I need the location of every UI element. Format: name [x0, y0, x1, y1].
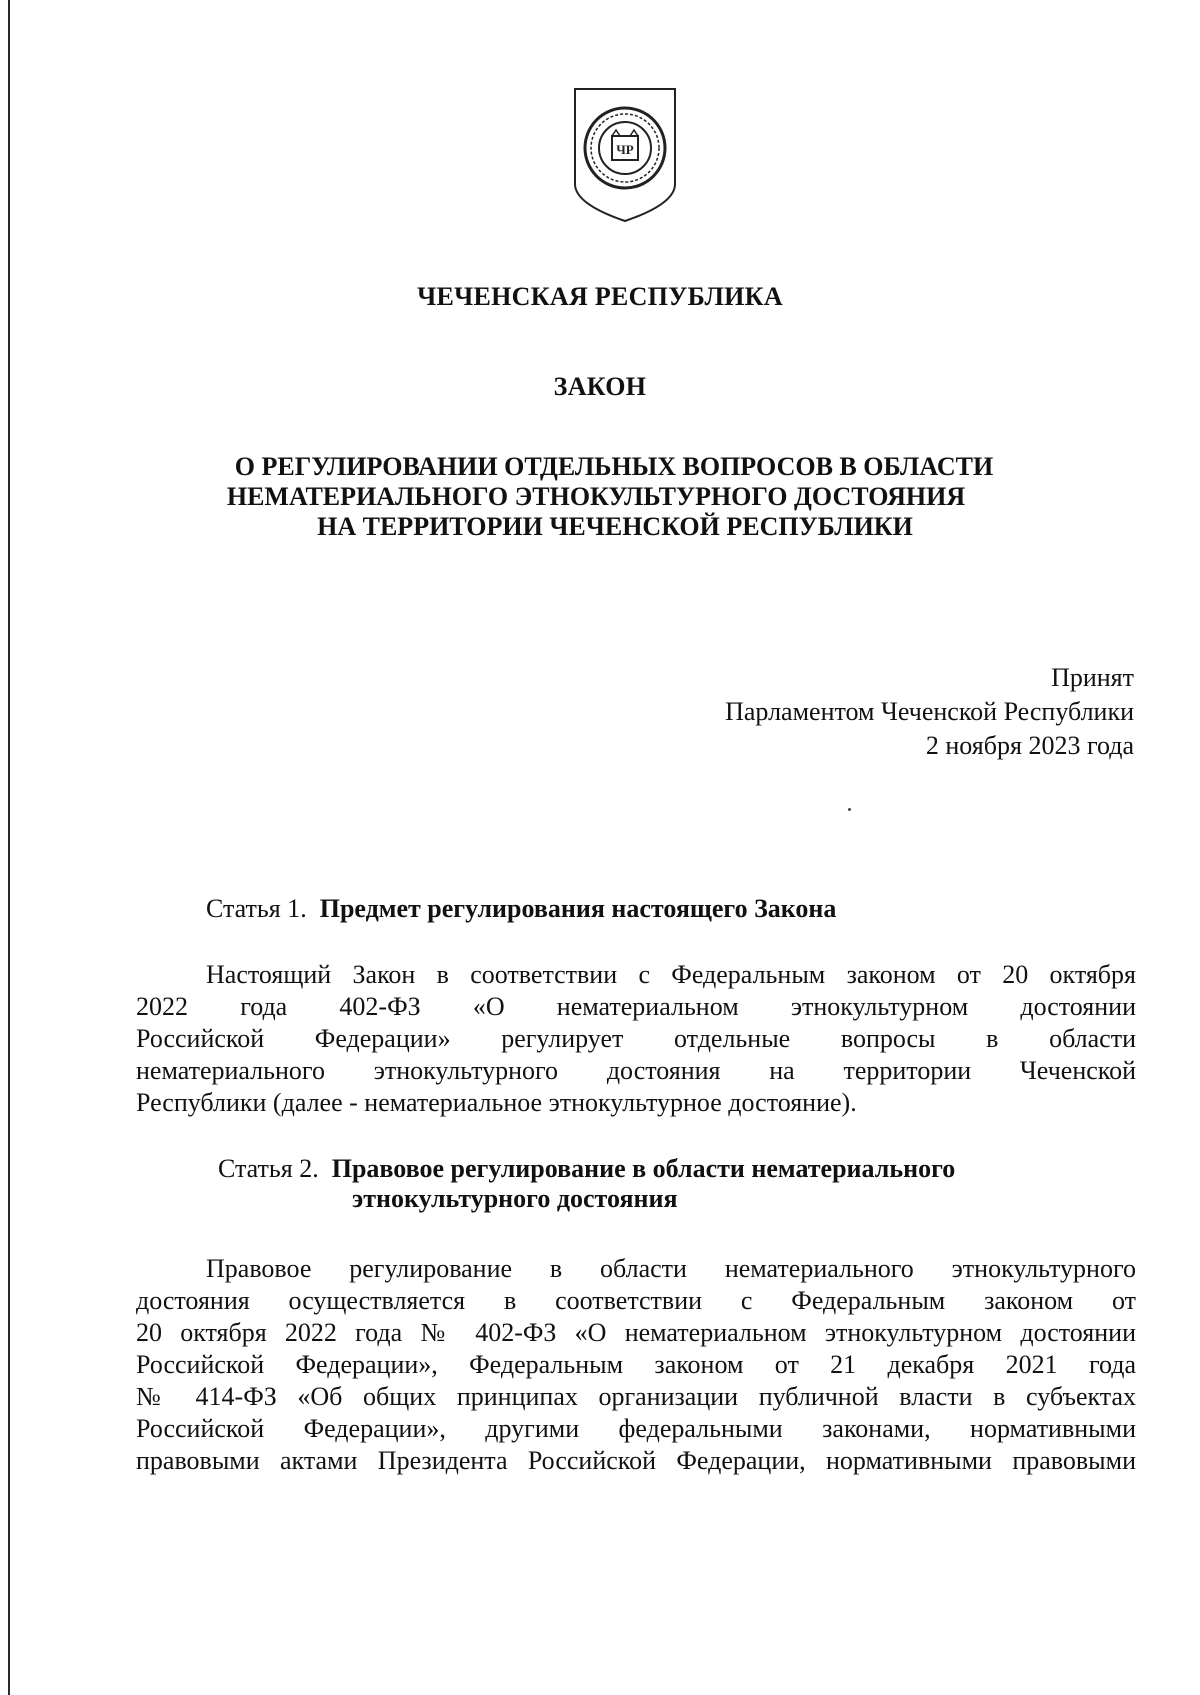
article-number: Статья 1.	[206, 894, 307, 923]
emblem-label: ЧР	[616, 142, 634, 157]
paragraph-line: 2022 года 402-ФЗ «О нематериальном этнокультурном достоянии	[136, 992, 1136, 1021]
article-title-continued: этнокультурного достояния	[352, 1184, 678, 1213]
article-2-heading	[218, 1154, 955, 1214]
region-title: ЧЕЧЕНСКАЯ РЕСПУБЛИКА	[417, 282, 783, 311]
scan-edge-line	[8, 0, 10, 1695]
adopted-date: 2 ноября 2023 года	[925, 731, 1134, 760]
article-2-text	[136, 1253, 1136, 1477]
adopted-label: Принят	[1051, 663, 1134, 692]
law-title	[0, 452, 1200, 542]
paragraph-line: Республики (далее - нематериальное этнокультурное достояние).	[136, 1088, 857, 1117]
paragraph-line: № 414-ФЗ «Об общих принципах организации публичной власти в субъектах	[136, 1382, 1136, 1411]
paragraph-line: нематериального этнокультурного достояния на территории Чеченской	[136, 1056, 1136, 1085]
coat-of-arms-icon	[572, 86, 678, 224]
paragraph-line: Российской Федерации» регулирует отдельные вопросы в области	[136, 1024, 1136, 1053]
article-1-text	[136, 959, 1136, 1119]
law-title-line: О РЕГУЛИРОВАНИИ ОТДЕЛЬНЫХ ВОПРОСОВ В ОБЛАСТИ	[234, 452, 994, 481]
paragraph-line: правовыми актами Президента Российской Федерации, нормативными правовыми	[136, 1446, 1136, 1475]
paragraph-line: достояния осуществляется в соответствии с Федеральным законом от	[136, 1286, 1136, 1315]
paragraph-line: 20 октября 2022 года № 402-ФЗ «О нематериальном этнокультурном достоянии	[136, 1318, 1136, 1347]
paragraph-line: Российской Федерации», другими федеральными законами, нормативными	[136, 1414, 1136, 1443]
doc-type: ЗАКОН	[553, 372, 647, 401]
law-title-line: НА ТЕРРИТОРИИ ЧЕЧЕНСКОЙ РЕСПУБЛИКИ	[317, 512, 913, 541]
article-number: Статья 2.	[218, 1154, 319, 1183]
adopted-by: Парламентом Чеченской Республики	[725, 697, 1134, 726]
paragraph-line: Правовое регулирование в области нематериального этнокультурного	[206, 1254, 1136, 1283]
scan-speck	[848, 808, 851, 811]
paragraph-line: Настоящий Закон в соответствии с Федеральным законом от 20 октября	[206, 960, 1136, 989]
article-title: Правовое регулирование в области нематериального	[331, 1154, 956, 1183]
article-title: Предмет регулирования настоящего Закона	[319, 894, 837, 923]
adoption-block	[725, 661, 1134, 763]
law-title-line: НЕМАТЕРИАЛЬНОГО ЭТНОКУЛЬТУРНОГО ДОСТОЯНИЯ	[226, 482, 966, 511]
paragraph-line: Российской Федерации», Федеральным законом от 21 декабря 2021 года	[136, 1350, 1136, 1379]
article-1-heading	[206, 894, 836, 924]
